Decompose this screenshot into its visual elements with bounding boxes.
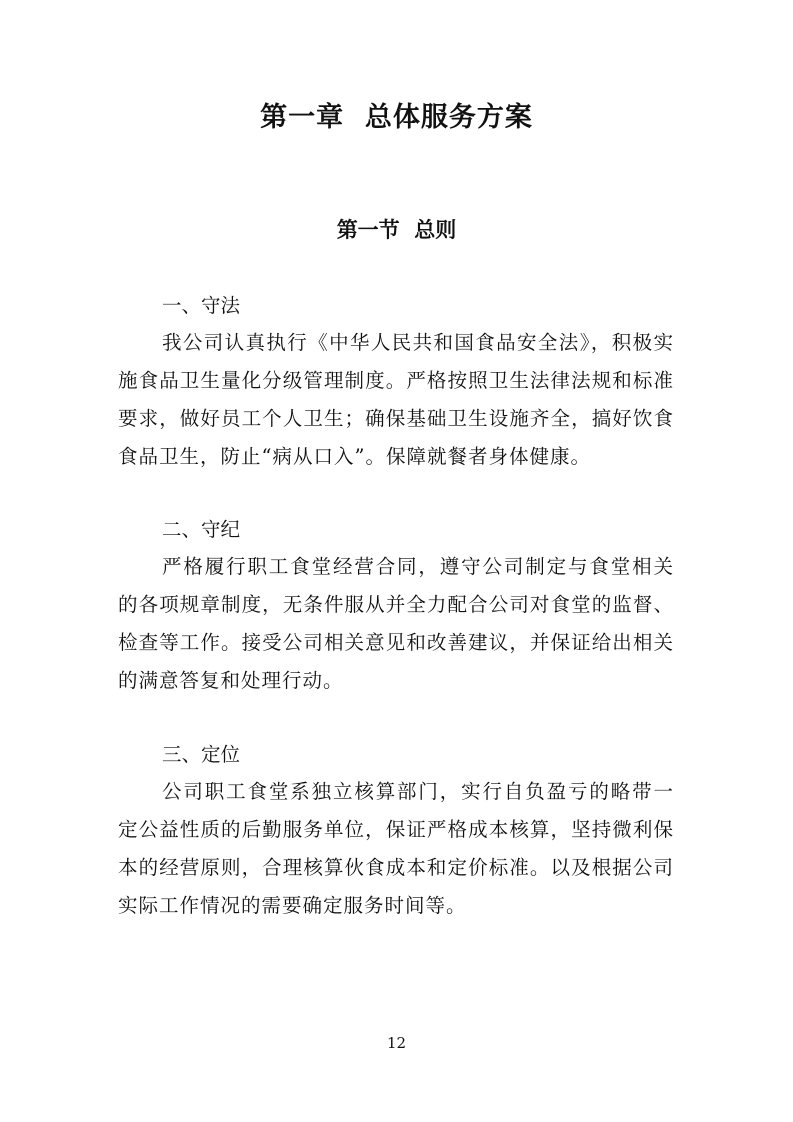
section-heading: 一、守法 [162, 294, 241, 317]
page-number: 12 [386, 1034, 407, 1052]
section-title: 第一节 总则 [336, 218, 457, 242]
section-block-dingwei [118, 737, 674, 925]
section-body: 公司职工食堂系独立核算部门，实行自负盈亏的略带一定公益性质的后勤服务单位，保证严格成本核算，坚持微利保本的经营原则，合理核算伙食成本和定价标准。以及根据公司实际工作情况的需要确定服务时间等。 [118, 780, 674, 917]
chapter-title: 第一章 总体服务方案 [260, 102, 533, 133]
section-heading: 二、守纪 [162, 518, 241, 541]
section-body: 严格履行职工食堂经营合同，遵守公司制定与食堂相关的各项规章制度，无条件服从并全力配合公司对食堂的监督、检查等工作。接受公司相关意见和改善建议，并保证给出相关的满意答复和处理行动。 [118, 555, 674, 692]
section-heading: 三、定位 [162, 743, 241, 766]
section-block-shoufa [118, 288, 674, 476]
section-block-shouji [118, 512, 674, 700]
section-body: 我公司认真执行《中华人民共和国食品安全法》，积极实施食品卫生量化分级管理制度。严格按照卫生法律法规和标准要求，做好员工个人卫生；确保基础卫生设施齐全，搞好饮食食品卫生，防止“病从口入”。保障就餐者身体健康。 [118, 331, 674, 468]
